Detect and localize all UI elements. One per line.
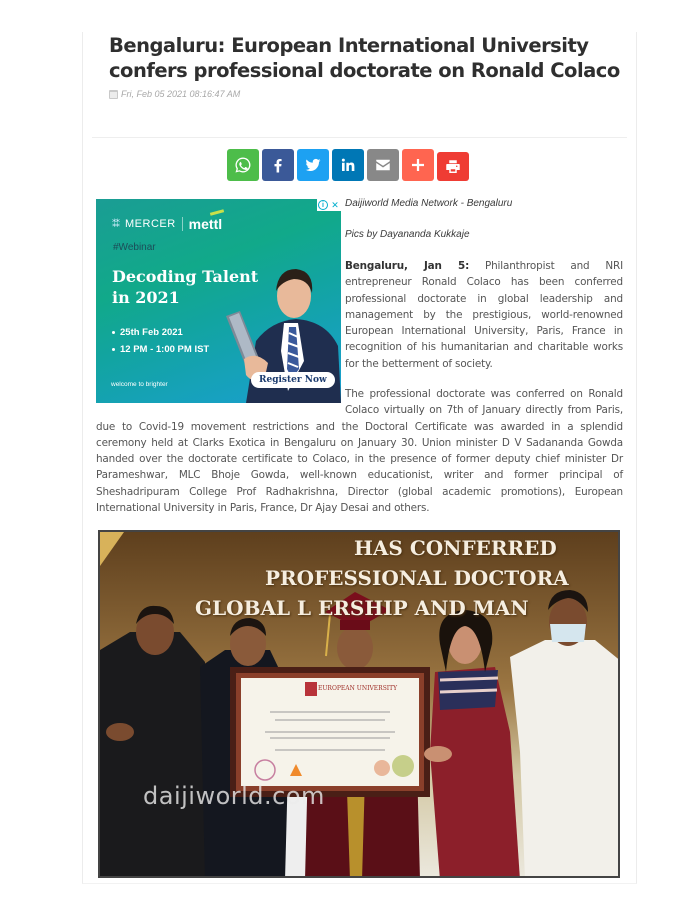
ad-heading: Decoding Talent in 2021: [112, 267, 259, 307]
advertisement-banner[interactable]: [96, 199, 341, 403]
linkedin-icon: [339, 156, 357, 174]
date-text: Fri, Feb 05 2021 08:16:47 AM: [121, 89, 241, 99]
article-paragraph-2: The professional doctorate was conferred on Ronald Colaco virtually on 7th of January directly from Paris, due to Covid-19 movement restrictions and the Doctoral Certificate was awarded in a splendid ceremony held at Clarks Exotica in Bengaluru on January 30. Union minister D V Sadananda Gowda handed over the doctorate certificate to Colaco, in the presence of former deputy chief minister Dr Parameshwar, MLC Bhoje Gowda, well-known educationist, writer and former principal of Sheshadripuram College Prof Radhakrishna, Director (global academic promotions), European International University in Paris, France, Dr Ajay Desai and others.: [96, 388, 623, 515]
article-paragraph-2-wrapper: [96, 386, 623, 516]
facebook-icon: [269, 156, 287, 174]
divider: [92, 137, 627, 138]
photo-watermark: daijiworld.com: [143, 782, 325, 810]
ad-tag: #Webinar: [113, 242, 156, 253]
printer-icon: [444, 158, 462, 176]
mercer-logo-icon: ⁑⁑: [112, 218, 119, 229]
envelope-icon: [374, 156, 392, 174]
ad-info-icon[interactable]: i: [318, 200, 328, 210]
banner-line-1: HAS CONFERRED: [354, 536, 557, 560]
share-facebook-button[interactable]: [262, 149, 294, 181]
ad-bullet-date: 25th Feb 2021: [112, 327, 209, 338]
mettl-logo: mettl: [188, 216, 223, 232]
share-linkedin-button[interactable]: [332, 149, 364, 181]
article-photo[interactable]: [98, 530, 620, 878]
ad-bullet-time: 12 PM - 1:00 PM IST: [112, 344, 209, 355]
article-paragraph-1: [345, 258, 623, 372]
ad-tagline: welcome to brighter: [111, 381, 168, 388]
paragraph-lead: Bengaluru, Jan 5:: [345, 260, 470, 272]
ad-controls: [317, 199, 341, 211]
register-now-button[interactable]: Register Now: [251, 372, 335, 388]
article-byline: Daijiworld Media Network - Bengaluru: [345, 198, 513, 209]
certificate-header: EUROPEAN UNIVERSITY: [318, 685, 398, 692]
calendar-icon: [109, 90, 118, 99]
ad-close-icon[interactable]: ✕: [331, 199, 339, 210]
share-whatsapp-button[interactable]: [227, 149, 259, 181]
mercer-logo: MERCER: [125, 218, 176, 230]
whatsapp-icon: [234, 156, 252, 174]
logo-divider: [182, 217, 183, 231]
ad-float-spacer: [96, 386, 345, 404]
share-print-button[interactable]: [437, 152, 469, 181]
share-more-button[interactable]: [402, 149, 434, 181]
banner-line-3: GLOBAL L ERSHIP AND MAN: [195, 596, 529, 620]
share-bar: [227, 149, 469, 181]
ad-bullets: [112, 327, 209, 361]
share-email-button[interactable]: [367, 149, 399, 181]
share-twitter-button[interactable]: [297, 149, 329, 181]
paragraph-1-text: Philanthropist and NRI entrepreneur Ronald Colaco has been conferred professional doctorate in global leadership and management by the prestigious, world-renowned European International University, Paris, France in recognition of his humanitarian and charitable works for the betterment of society.: [345, 260, 624, 370]
photo-credit: Pics by Dayananda Kukkaje: [345, 229, 470, 240]
ad-logos: [112, 216, 222, 232]
banner-line-2: PROFESSIONAL DOCTORA: [265, 566, 569, 590]
twitter-icon: [304, 156, 322, 174]
plus-icon: [409, 156, 427, 174]
article-date: [109, 88, 240, 100]
article-title: Bengaluru: European International University confers professional doctorate on Ronald Colaco: [109, 34, 620, 82]
